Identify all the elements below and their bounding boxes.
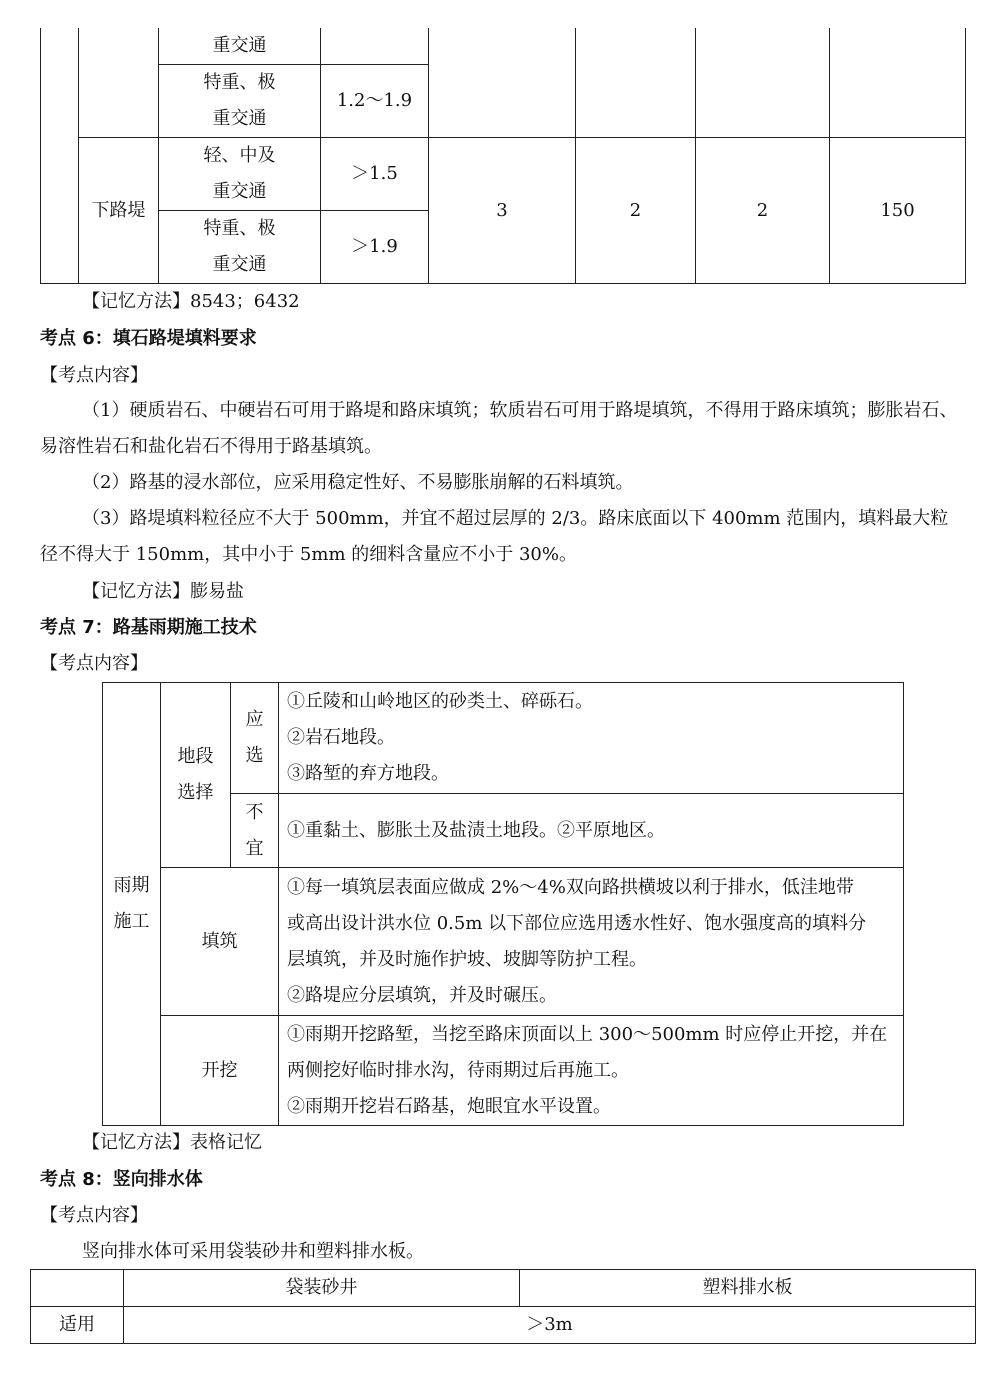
traffic-cell: 重交通 — [159, 28, 321, 65]
data-cell: 3 — [429, 138, 576, 284]
rainy-season-table — [102, 682, 904, 1126]
fill-content-cell: ①每一填筑层表面应做成 2%～4%双向路拱横坡以利于排水，低洼地带 或高出设计洪水位 0.5m 以下部位应选用透水性好、饱水强度高的填料分 层填筑，并及时施作护坡、坡脚等防护工程。 ②路堤应分层填筑，并及时碾压。 — [279, 868, 904, 1016]
intro-text: 竖向排水体可采用袋装砂井和塑料排水板。 — [82, 1241, 424, 1262]
should-content-cell: ①丘陵和山岭地区的砂类土、碎砾石。 ②岩石地段。 ③路堑的弃方地段。 — [279, 683, 904, 794]
traffic-cell: 特重、极 重交通 — [159, 65, 321, 138]
row-label-cell: 适用 — [31, 1307, 124, 1344]
value-cell: ＞1.9 — [321, 211, 429, 284]
memo-text: 【记忆方法】膨易盐 — [82, 581, 244, 602]
content-label: 【考点内容】 — [40, 365, 148, 386]
section-heading: 考点 8：竖向排水体 — [40, 1169, 203, 1190]
memo-text: 【记忆方法】表格记忆 — [82, 1132, 262, 1153]
traffic-cell: 轻、中及 重交通 — [159, 138, 321, 211]
table-row-group-cell — [79, 28, 159, 138]
header-cell: 塑料排水板 — [520, 1270, 976, 1307]
data-cell: 150 — [830, 138, 966, 284]
header-cell — [31, 1270, 124, 1307]
drainage-table — [30, 1269, 976, 1344]
value-cell: ＞1.5 — [321, 138, 429, 211]
section-heading: 考点 6：填石路堤填料要求 — [40, 328, 257, 349]
content-label: 【考点内容】 — [40, 653, 148, 674]
data-cell: 2 — [696, 138, 830, 284]
row-value-cell: ＞3m — [124, 1307, 976, 1344]
table-cell — [429, 28, 576, 138]
table-left-margin-cell — [41, 28, 79, 284]
header-cell: 袋装砂井 — [124, 1270, 520, 1307]
paragraph: （2）路基的浸水部位，应采用稳定性好、不易膨胀崩解的石料填筑。 — [82, 472, 634, 493]
value-cell — [321, 28, 429, 65]
fill-label-cell: 填筑 — [161, 868, 279, 1016]
dig-label-cell: 开挖 — [161, 1016, 279, 1126]
memo-text: 【记忆方法】8543；6432 — [82, 291, 300, 312]
avoid-label-cell: 不 宜 — [231, 794, 279, 868]
fill-requirement-table — [40, 28, 966, 284]
table-cell — [576, 28, 696, 138]
section-heading: 考点 7：路基雨期施工技术 — [40, 617, 257, 638]
main-label-cell: 雨期 施工 — [103, 683, 161, 1126]
paragraph: （1）硬质岩石、中硬岩石可用于路堤和路床填筑；软质岩石可用于路堤填筑，不得用于路床填筑；膨胀岩石、易溶性岩石和盐化岩石不得用于路基填筑。 — [40, 400, 958, 457]
should-label-cell: 应 选 — [231, 683, 279, 794]
traffic-cell: 特重、极 重交通 — [159, 211, 321, 284]
avoid-content-cell: ①重黏土、膨胀土及盐渍土地段。②平原地区。 — [279, 794, 904, 868]
content-label: 【考点内容】 — [40, 1205, 148, 1226]
paragraph: （3）路堤填料粒径应不大于 500mm，并宜不超过层厚的 2/3。路床底面以下 400mm 范围内，填料最大粒径不得大于 150mm，其中小于 5mm 的细料含量应不小于 30%。 — [40, 508, 949, 565]
data-cell: 2 — [576, 138, 696, 284]
value-cell: 1.2～1.9 — [321, 65, 429, 138]
category-cell: 下路堤 — [79, 138, 159, 284]
table-cell — [696, 28, 830, 138]
site-label-cell: 地段 选择 — [161, 683, 231, 868]
table-cell — [830, 28, 966, 138]
dig-content-cell: ①雨期开挖路堑，当挖至路床顶面以上 300～500mm 时应停止开挖，并在 两侧挖好临时排水沟，待雨期过后再施工。 ②雨期开挖岩石路基，炮眼宜水平设置。 — [279, 1016, 904, 1126]
